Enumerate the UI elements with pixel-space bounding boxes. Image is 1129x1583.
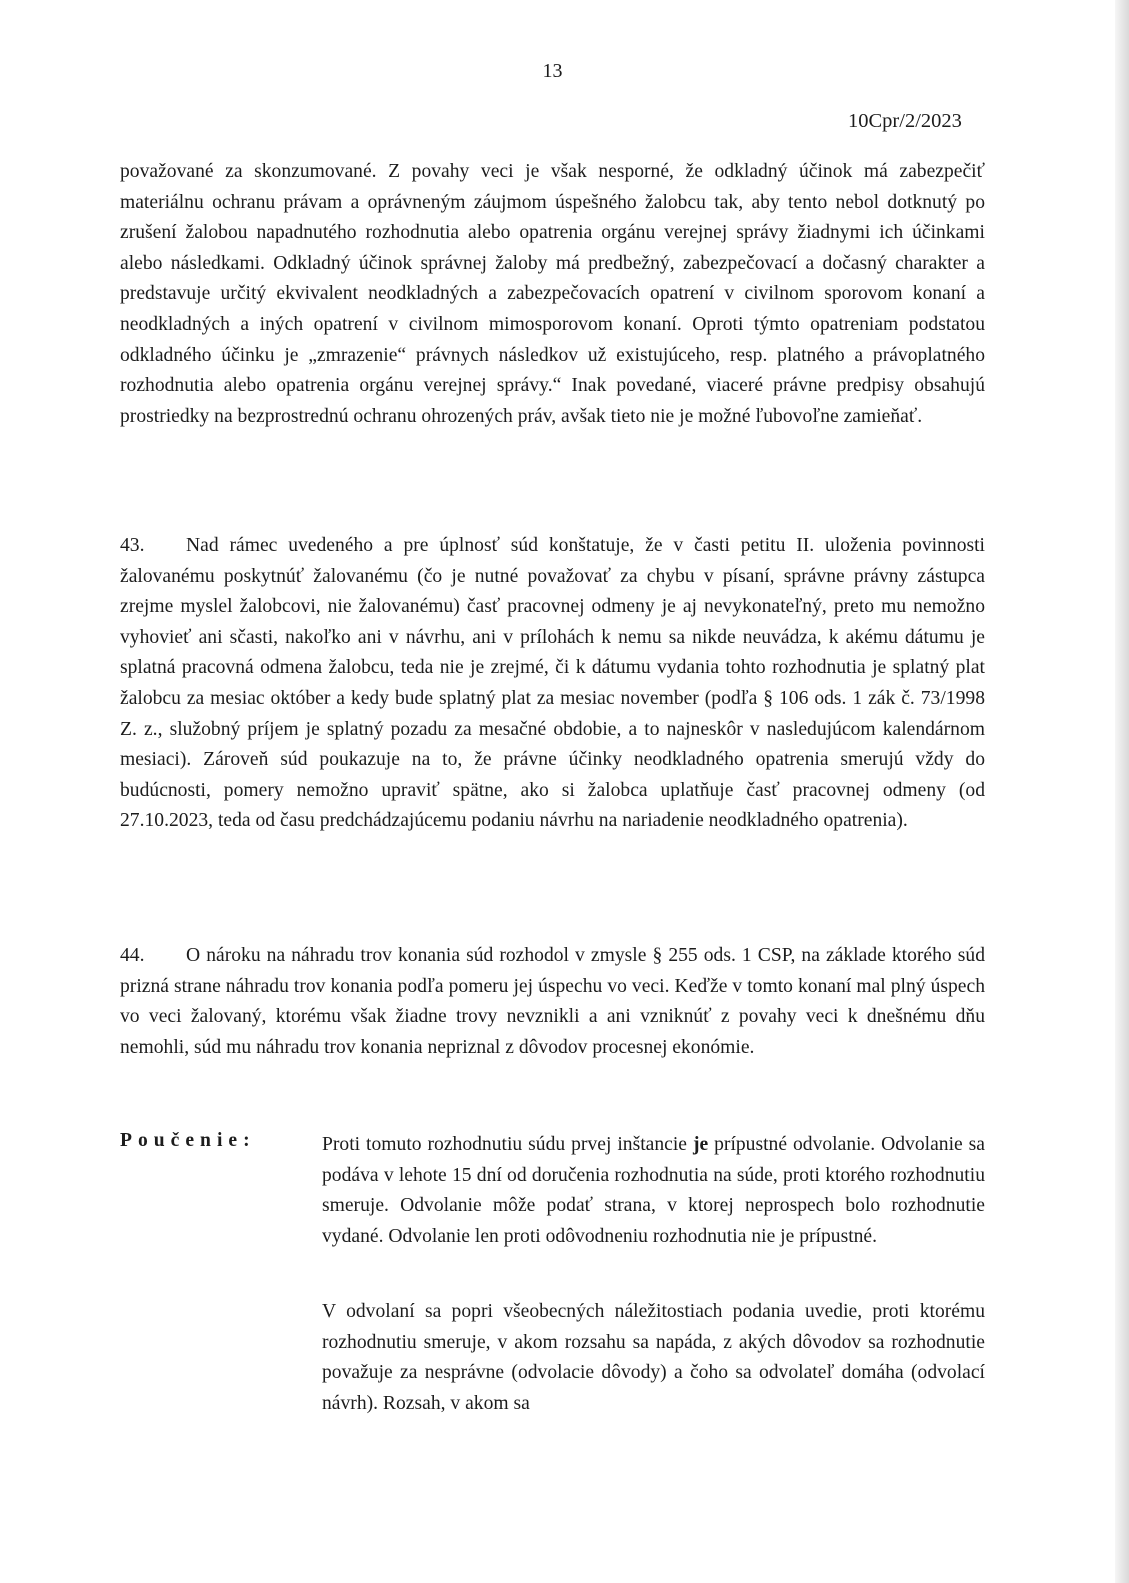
paragraph-number: 44.	[120, 945, 145, 966]
instruction-text: prípustné odvolanie. Odvolanie sa podáva v lehote 15 dní od doručenia rozhodnutia na súde, proti ktorého rozhodnutiu smeruje. Odvolanie môže podať strana, v ktorej neprospech bolo rozhodnutie vydané. Odvolanie len proti odôvodneniu rozhodnutia nie je prípustné.	[322, 1134, 985, 1247]
page-edge-shadow	[1115, 0, 1129, 1583]
instruction-label: Poučenie:	[120, 1130, 256, 1151]
instruction-paragraph-1	[322, 1130, 985, 1252]
instruction-text: Proti tomuto rozhodnutiu súdu prvej inštancie	[322, 1134, 693, 1155]
paragraph-text: Nad rámec uvedeného a pre úplnosť súd konštatuje, že v časti petitu II. uloženia povinnosti žalovanému poskytnúť žalovanému (čo je nutné považovať za chybu v písaní, správne právny zástupca zrejme myslel žalobcovi, nie žalovanému) časť pracovnej odmeny je aj nevykonateľný, preto mu nemožno vyhovieť ani sčasti, nakoľko ani v návrhu, ani v prílohách k nemu sa nikde neuvádza, k akému dátumu je splatná pracovná odmena žalobcu, teda nie je zrejmé, či k dátumu vydania tohto rozhodnutia je splatný plat žalobcu za mesiac október a kedy bude splatný plat za mesiac november (podľa § 106 ods. 1 zák č. 73/1998 Z. z., služobný príjem je splatný pozadu za mesačné obdobie, a to najneskôr v nasledujúcom kalendárnom mesiaci). Zároveň súd poukazuje na to, že právne účinky neodkladného opatrenia smerujú vždy do budúcnosti, pomery nemožno upraviť spätne, ako si žalobca uplatňuje časť pracovnej odmeny (od 27.10.2023, teda od času predchádzajúcemu podaniu návrhu na nariadenie neodkladného opatrenia).	[120, 535, 985, 832]
instruction-paragraph-2: V odvolaní sa popri všeobecných náležitostiach podania uvedie, proti ktorému rozhodnutiu smeruje, v akom rozsahu sa napáda, z akých dôvodov sa rozhodnutie považuje za nesprávne (odvolacie dôvody) a čoho sa odvolateľ domáha (odvolací návrh). Rozsah, v akom sa	[322, 1301, 985, 1414]
paragraph-text: O nároku na náhradu trov konania súd rozhodol v zmysle § 255 ods. 1 CSP, na základe ktorého súd prizná strane náhradu trov konania podľa pomeru jej úspechu vo veci. Keďže v tomto konaní mal plný úspech vo veci žalovaný, ktorému však žiadne trovy nevznikli a ani vzniknúť z povahy veci k dnešnému dňu nemohli, súd mu náhradu trov konania nepriznal z dôvodov procesnej ekonómie.	[120, 945, 985, 1058]
paragraph-continuation: považované za skonzumované. Z povahy veci je však nesporné, že odkladný účinok má zabezpečiť materiálnu ochranu právam a oprávneným záujmom úspešného žalobcu tak, aby tento nebol dotknutý po zrušení žalobou napadnutého rozhodnutia alebo opatrenia orgánu verejnej správy žiadnymi ich účinkami alebo následkami. Odkladný účinok správnej žaloby má predbežný, zabezpečovací a dočasný charakter a predstavuje určitý ekvivalent neodkladných a zabezpečovacích opatrení v civilnom sporovom konaní a neodkladných a iných opatrení v civilnom mimosporovom konaní. Oproti týmto opatreniam podstatou odkladného účinku je „zmrazenie“ právnych následkov už existujúceho, resp. platného a právoplatného rozhodnutia alebo opatrenia orgánu verejnej správy.“ Inak povedané, viaceré právne predpisy obsahujú prostriedky na bezprostrednú ochranu ohrozených práv, avšak tieto nie je možné ľubovoľne zamieňať.	[120, 161, 985, 427]
paragraph-43	[120, 531, 985, 837]
instruction-bold-word: je	[692, 1134, 709, 1155]
page-number: 13	[542, 60, 563, 82]
case-number: 10Cpr/2/2023	[848, 110, 962, 132]
paragraph-number: 43.	[120, 535, 145, 556]
paragraph-44	[120, 941, 985, 1063]
